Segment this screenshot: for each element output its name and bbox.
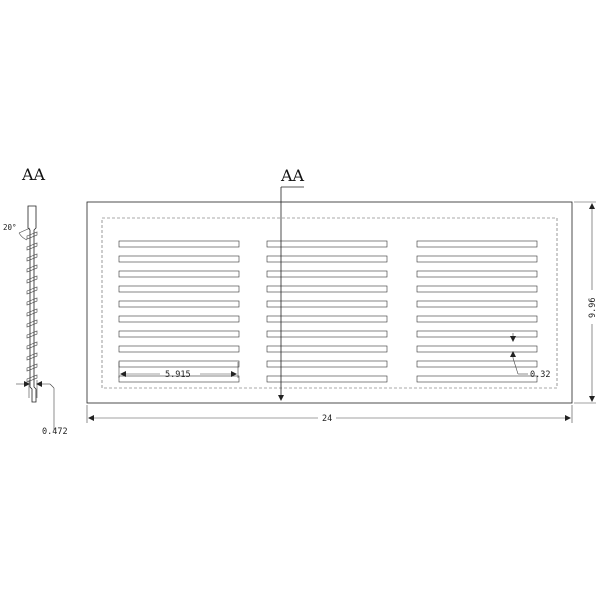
front-view [87,166,598,424]
louver-blade [27,331,37,338]
slot [267,301,387,307]
louver-blade [27,254,37,261]
slot-pitch-dimension [513,333,550,380]
louver-blade [27,364,37,371]
slot [417,241,537,247]
louver-blade [27,276,37,283]
slot [119,271,239,277]
slot-length-label: 5.915 [165,370,191,380]
slot [119,316,239,322]
overall-width-label: 24 [322,414,333,424]
louver-blade [27,243,37,250]
louver-blade [27,353,37,360]
slot [417,301,537,307]
louver-blade [27,298,37,305]
thickness-label: 0.472 [42,427,68,437]
slot [417,256,537,262]
angle-arc [19,233,27,240]
louver-blades [27,232,37,382]
slot [119,331,239,337]
slot [417,316,537,322]
slot [417,331,537,337]
slot [267,316,387,322]
section-view-label: AA [22,165,46,184]
section-view [3,165,68,437]
louver-blade [27,232,37,239]
slot-grid [119,241,537,382]
slot [267,346,387,352]
slot [417,361,537,367]
section-marker-label: AA [281,166,305,185]
overall-height-dimension [574,202,598,403]
slot [119,361,239,367]
slot [267,376,387,382]
slot [119,241,239,247]
slot [267,241,387,247]
slot [267,256,387,262]
slot [417,346,537,352]
louver-blade [27,309,37,316]
louver-blade [27,375,37,382]
slot [119,301,239,307]
slot [267,286,387,292]
slot [417,286,537,292]
slot [267,361,387,367]
slot [417,376,537,382]
louver-blade [27,287,37,294]
slot [119,286,239,292]
louver-blade [27,342,37,349]
overall-height-label: 9.96 [588,297,598,318]
slot [267,271,387,277]
slot [417,271,537,277]
thickness-dimension [16,380,68,437]
louver-blade [27,265,37,272]
overall-width-dimension [87,405,572,424]
angle-label: 20° [3,223,17,232]
louver-blade [27,320,37,327]
slot [119,346,239,352]
slot [119,256,239,262]
slot-pitch-label: 0.32 [530,370,551,380]
slot [267,331,387,337]
angle-leader [19,228,30,233]
